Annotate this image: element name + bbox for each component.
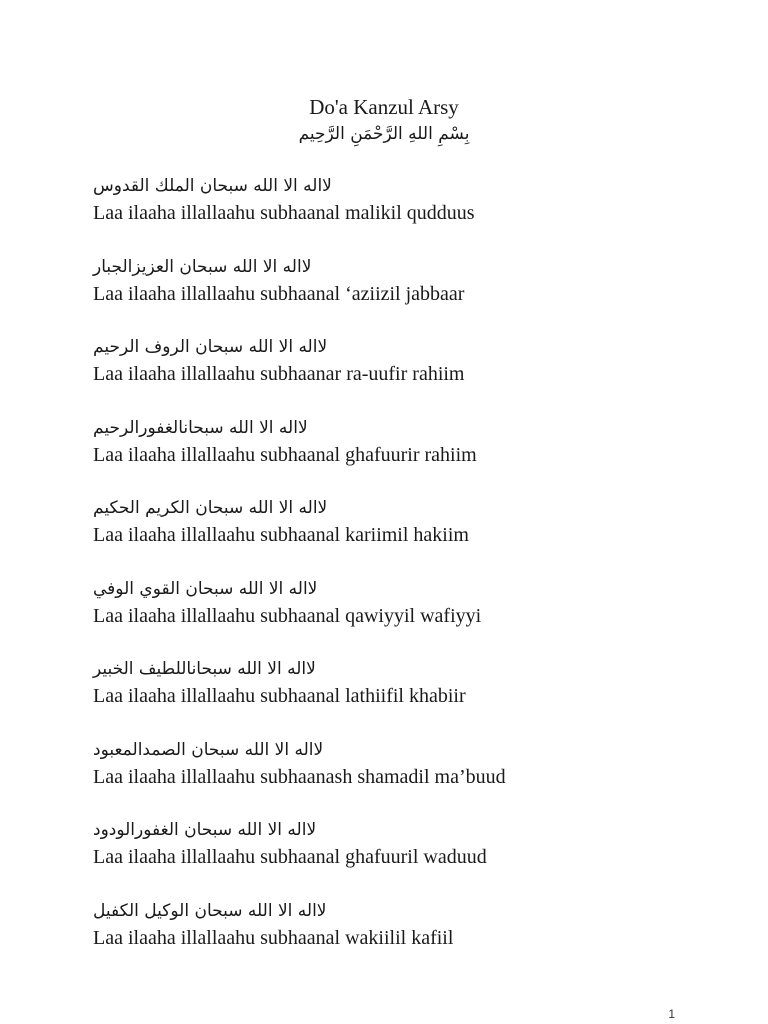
verse-arabic: لااله الا الله سبحانالغفورالرحيم <box>93 417 308 438</box>
verse-latin: Laa ilaaha illallaahu subhaanal wakiilil kafiil <box>93 926 454 949</box>
verse-arabic: لااله الا الله سبحان الملك القدوس <box>93 176 332 196</box>
verse-list <box>93 173 693 978</box>
verse-arabic: لااله الا الله سبحان العزيزالجبار <box>93 256 312 277</box>
verse-latin: Laa ilaaha illallaahu subhaanal qawiyyil wafiyyi <box>93 604 482 627</box>
verse-item <box>93 576 693 657</box>
verse-latin: Laa ilaaha illallaahu subhaanar ra-uufir rahiim <box>93 363 465 385</box>
verse-latin: Laa ilaaha illallaahu subhaanal lathiifil khabiir <box>93 685 466 707</box>
verse-latin: Laa ilaaha illallaahu subhaanal ‘aziizil jabbaar <box>93 282 465 305</box>
basmala: بِسْمِ اللهِ الرَّحْمَنِ الرَّحِيم <box>298 124 470 144</box>
verse-latin: Laa ilaaha illallaahu subhaanal ghafuurir rahiim <box>93 443 477 466</box>
verse-latin: Laa ilaaha illallaahu subhaanal ghafuuril waduud <box>93 846 487 868</box>
verse-item <box>93 737 693 818</box>
verse-item <box>93 415 693 496</box>
verse-item <box>93 817 693 898</box>
verse-arabic: لااله الا الله سبحان الصمدالمعبود <box>93 739 324 760</box>
verse-latin: Laa ilaaha illallaahu subhaanal malikil qudduus <box>93 202 475 224</box>
verse-arabic: لااله الا الله سبحان الغفورالودود <box>93 820 317 840</box>
verse-item <box>93 334 693 415</box>
verse-item <box>93 254 693 335</box>
verse-latin: Laa ilaaha illallaahu subhaanash shamadil ma’buud <box>93 765 506 788</box>
verse-item <box>93 495 693 576</box>
verse-latin: Laa ilaaha illallaahu subhaanal kariimil hakiim <box>93 524 469 546</box>
verse-arabic: لااله الا الله سبحان الكريم الحكيم <box>93 498 328 518</box>
verse-item <box>93 898 693 979</box>
verse-item <box>93 173 693 254</box>
verse-arabic: لااله الا الله سبحان الوكيل الكفيل <box>93 900 327 921</box>
page-number: 1 <box>668 1007 675 1021</box>
verse-arabic: لااله الا الله سبحاناللطيف الخبير <box>93 659 316 679</box>
verse-arabic: لااله الا الله سبحان القوي الوفي <box>93 578 318 599</box>
verse-item <box>93 656 693 737</box>
verse-arabic: لااله الا الله سبحان الروف الرحيم <box>93 337 328 357</box>
document-title: Do'a Kanzul Arsy <box>309 95 459 119</box>
